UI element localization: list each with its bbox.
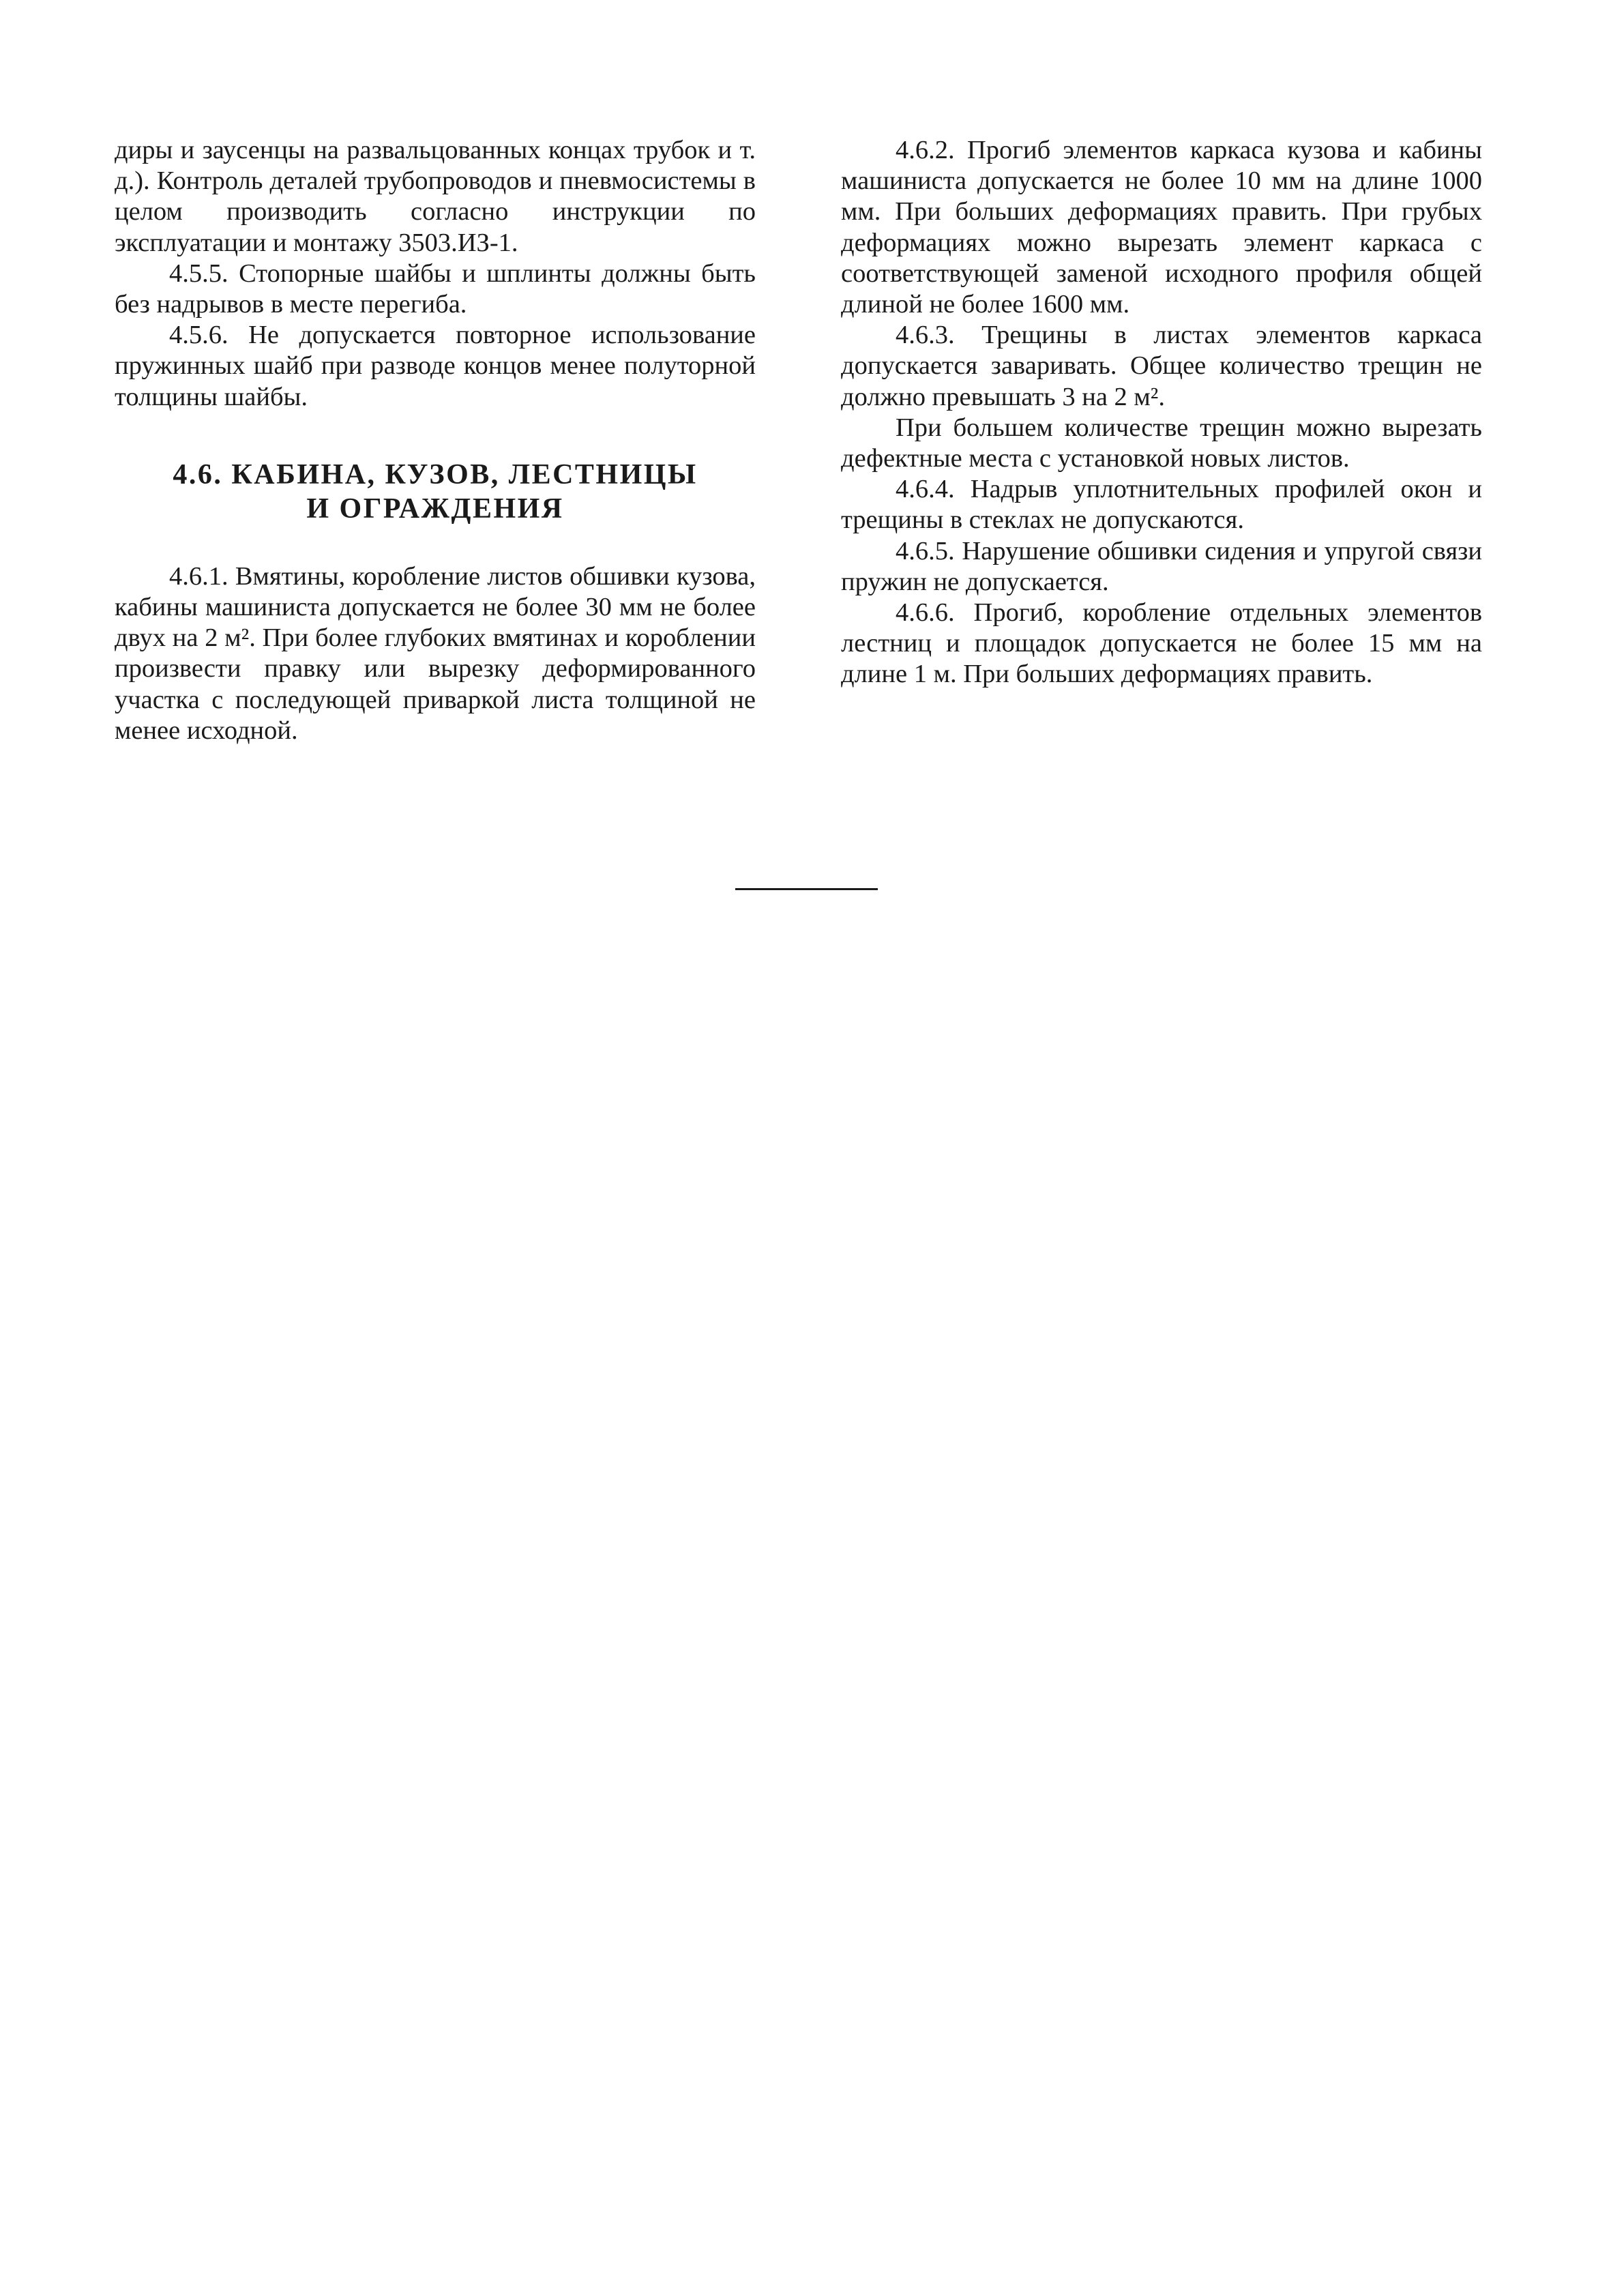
section-heading-line-1: 4.6. КАБИНА, КУЗОВ, ЛЕСТНИЦЫ [173,458,698,490]
paragraph-4-6-3-continuation: При большем количестве трещин можно вырезать дефектные места с установкой новых листов. [841,413,1482,473]
paragraph-4-6-3: 4.6.3. Трещины в листах элементов каркаса допускается заваривать. Общее количество трещин не должно превышать 3 на 2 м². [841,321,1482,411]
section-heading-line-2: И ОГРАЖДЕНИЯ [306,492,564,525]
paragraph-4-6-4: 4.6.4. Надрыв уплотнительных профилей окон и трещины в стеклах не допускаются. [841,475,1482,535]
paragraph-4-6-6: 4.6.6. Прогиб, коробление отдельных элементов лестниц и площадок допускается не более 15 мм на длине 1 м. При больших деформациях править. [841,598,1482,689]
end-separator-rule [735,888,878,890]
paragraph-4-6-1: 4.6.1. Вмятины, коробление листов обшивки кузова, кабины машиниста допускается не более 30 мм не более двух на 2 м². При более глубоких вмятинах и короблении произвести правку или вырезку деформированного участка с последующей приваркой листа толщиной не менее исходной. [115,561,756,745]
paragraph-4-5-4-continuation: диры и заусенцы на развальцованных концах трубок и т. д.). Контроль деталей трубопроводов и пневмосистемы в целом производить согласно инструкции по эксплуатации и монтажу 3503.ИЗ-1. [115,136,756,257]
left-text-column [115,135,756,746]
paragraph-4-6-2: 4.6.2. Прогиб элементов каркаса кузова и кабины машиниста допускается не более 10 мм на длине 1000 мм. При больших деформациях править. При грубых деформациях можно вырезать элемент каркаса с соответствующей заменой исходного профиля общей длиной не более 1600 мм. [841,136,1482,319]
section-heading-4-6 [115,458,756,526]
paragraph-4-5-5: 4.5.5. Стопорные шайбы и шплинты должны быть без надрывов в месте перегиба. [115,259,756,319]
paragraph-4-6-5: 4.6.5. Нарушение обшивки сидения и упругой связи пружин не допускается. [841,536,1482,596]
right-text-column [841,135,1482,690]
paragraph-4-5-6: 4.5.6. Не допускается повторное использование пружинных шайб при разводе концов менее полуторной толщины шайбы. [115,321,756,411]
